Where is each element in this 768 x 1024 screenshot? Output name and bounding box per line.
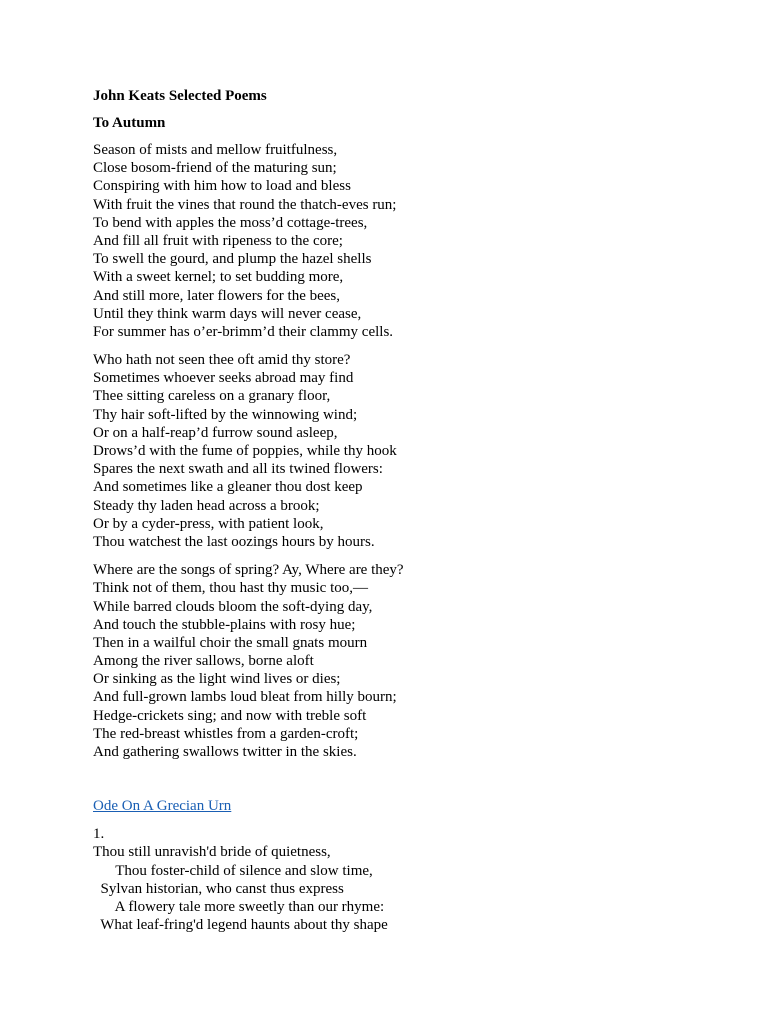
poem-line: While barred clouds bloom the soft-dying day, <box>93 598 373 615</box>
poem-line: And fill all fruit with ripeness to the core; <box>93 232 343 249</box>
to-autumn-poem <box>93 141 733 761</box>
poem-line: And touch the stubble-plains with rosy hue; <box>93 616 356 633</box>
poem-line: Until they think warm days will never cease, <box>93 305 362 322</box>
ode-grecian-urn-link[interactable]: Ode On A Grecian Urn <box>93 798 232 815</box>
poem-line: And full-grown lambs loud bleat from hilly bourn; <box>93 689 397 706</box>
stanza <box>93 141 733 341</box>
poem-line: Thou still unravish'd bride of quietness, <box>93 844 331 861</box>
poem-line: Sometimes whoever seeks abroad may find <box>93 370 354 387</box>
poem-line: The red-breast whistles from a garden-croft; <box>93 725 359 742</box>
poem-line: With a sweet kernel; to set budding more, <box>93 269 344 286</box>
poem-line: Steady thy laden head across a brook; <box>93 497 320 514</box>
poem-line: Thy hair soft-lifted by the winnowing wind; <box>93 406 358 423</box>
stanza <box>93 351 733 551</box>
document-page <box>93 87 733 934</box>
poem-line: Close bosom-friend of the maturing sun; <box>93 160 337 177</box>
stanza <box>93 561 733 761</box>
poem-line: Drows’d with the fume of poppies, while thy hook <box>93 443 397 459</box>
poem-line: A flowery tale more sweetly than our rhyme: <box>93 898 385 915</box>
poem-title-to-autumn: To Autumn <box>93 115 166 131</box>
poem-line: And sometimes like a gleaner thou dost keep <box>93 479 363 496</box>
poem-line: Or sinking as the light wind lives or dies; <box>93 671 341 688</box>
grecian-urn-lines <box>93 843 733 934</box>
poem-line: With fruit the vines that round the thatch-eves run; <box>93 196 397 213</box>
poem-line: Or on a half-reap’d furrow sound asleep, <box>93 424 338 441</box>
poem-line: Sylvan historian, who canst thus express <box>93 880 344 897</box>
grecian-urn-section <box>93 825 733 934</box>
poem-line: Spares the next swath and all its twined flowers: <box>93 461 383 478</box>
poem-line: And gathering swallows twitter in the skies. <box>93 744 357 760</box>
poem-line: Then in a wailful choir the small gnats mourn <box>93 634 368 651</box>
poem-line: Who hath not seen thee oft amid thy store? <box>93 352 351 369</box>
poem-line: Season of mists and mellow fruitfulness, <box>93 142 338 158</box>
poem-line: To bend with apples the moss’d cottage-trees, <box>93 214 368 231</box>
section-number: 1. <box>93 826 105 843</box>
poem-line: Think not of them, thou hast thy music too,— <box>93 580 368 597</box>
poem-line: For summer has o’er-brimm’d their clammy cells. <box>93 323 394 340</box>
document-title: John Keats Selected Poems <box>93 88 267 104</box>
poem-line: To swell the gourd, and plump the hazel shells <box>93 251 372 268</box>
poem-line: Thou watchest the last oozings hours by hours. <box>93 533 375 550</box>
poem-line: Among the river sallows, borne aloft <box>93 653 314 670</box>
poem-line: And still more, later flowers for the bees, <box>93 287 341 304</box>
poem-line: Conspiring with him how to load and bless <box>93 178 351 195</box>
poem-line: Hedge-crickets sing; and now with treble soft <box>93 707 367 724</box>
poem-line: Thou foster-child of silence and slow time, <box>93 862 373 879</box>
poem-line: Where are the songs of spring? Ay, Where are they? <box>93 562 404 579</box>
poem-line: What leaf-fring'd legend haunts about thy shape <box>93 917 388 934</box>
poem-line: Or by a cyder-press, with patient look, <box>93 515 324 532</box>
poem-line: Thee sitting careless on a granary floor, <box>93 388 331 405</box>
